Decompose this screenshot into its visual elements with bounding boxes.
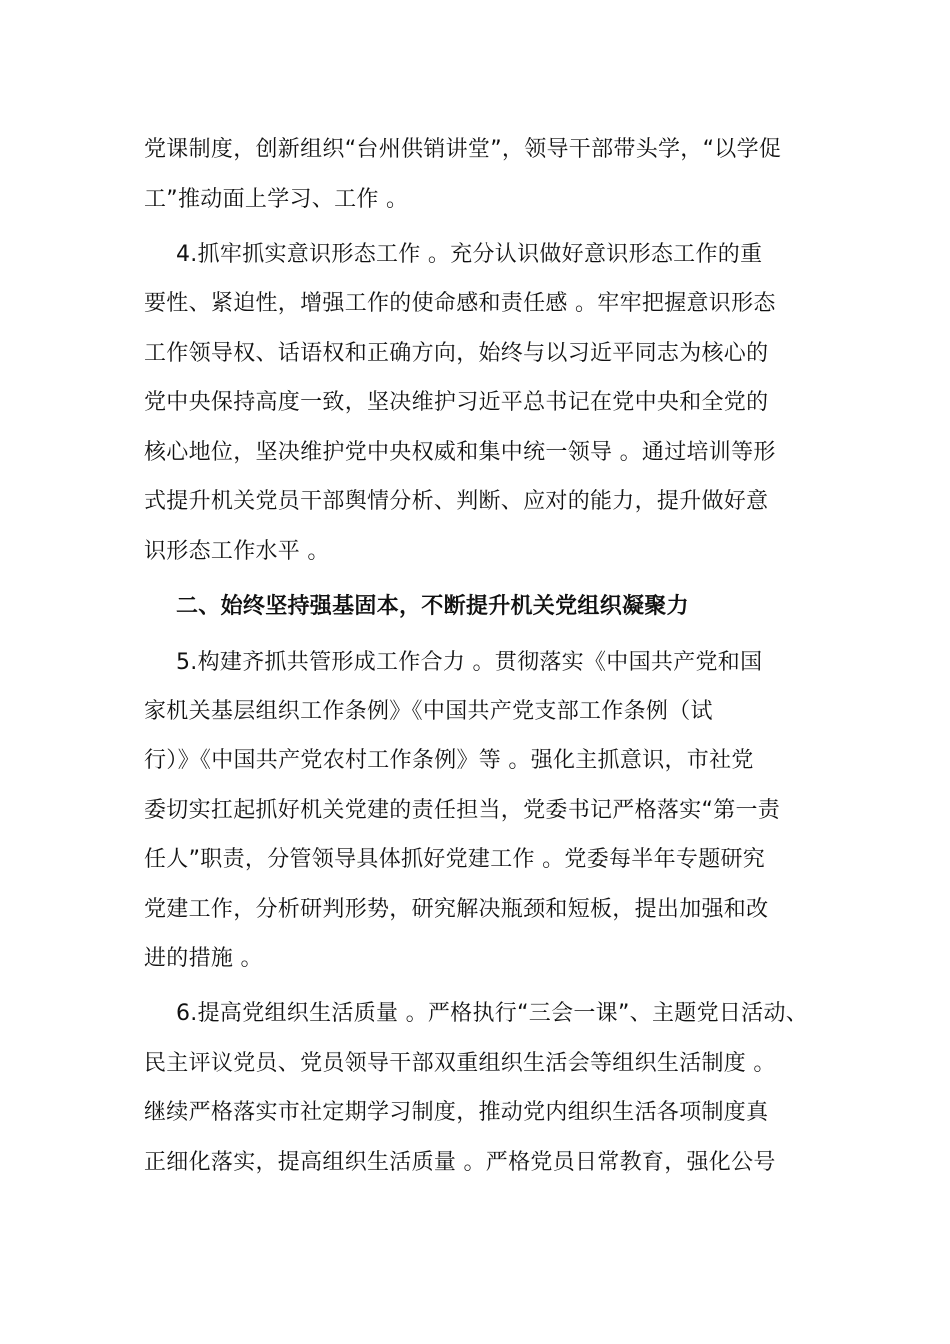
text-line: 行）》《中国共产党农村工作条例》等 。强化主抓意识，市社党	[144, 748, 754, 773]
paragraph-4-start: 4.抓牢抓实意识形态工作 。充分认识做好意识形态工作的重	[176, 242, 763, 267]
text-line: 识形态工作水平 。	[144, 539, 330, 564]
paragraph-6-start: 6.提高党组织生活质量 。严格执行“三会一课”、主题党日活动、	[176, 1001, 809, 1026]
text-line: 继续严格落实市社定期学习制度，推动党内组织生活各项制度真	[144, 1100, 769, 1125]
text-line: 任人”职责，分管领导具体抓好党建工作 。党委每半年专题研究	[144, 847, 766, 872]
text-line: 工作领导权、话语权和正确方向，始终与以习近平同志为核心的	[144, 341, 769, 366]
text-line: 工”推动面上学习、工作 。	[144, 187, 409, 212]
section-heading: 二、始终坚持强基固本，不断提升机关党组织凝聚力	[176, 594, 689, 619]
text-line: 委切实扛起抓好机关党建的责任担当，党委书记严格落实“第一责	[144, 798, 781, 823]
text-line: 民主评议党员、党员领导干部双重组织生活会等组织生活制度 。	[144, 1051, 776, 1076]
text-line: 家机关基层组织工作条例》《中国共产党支部工作条例（试	[144, 699, 713, 724]
text-line: 党课制度，创新组织“台州供销讲堂”，领导干部带头学，“以学促	[144, 137, 782, 162]
text-line: 要性、紧迫性，增强工作的使命感和责任感 。牢牢把握意识形态	[144, 291, 776, 316]
text-line: 党中央保持高度一致，坚决维护习近平总书记在党中央和全党的	[144, 390, 769, 415]
paragraph-5-start: 5.构建齐抓共管形成工作合力 。贯彻落实《中国共产党和国	[176, 650, 763, 675]
text-line: 党建工作，分析研判形势，研究解决瓶颈和短板，提出加强和改	[144, 897, 769, 922]
text-line: 式提升机关党员干部舆情分析、判断、应对的能力，提升做好意	[144, 489, 769, 514]
text-line: 核心地位，坚决维护党中央权威和集中统一领导 。通过培训等形	[144, 440, 776, 465]
text-line: 正细化落实，提高组织生活质量 。严格党员日常教育，强化公号	[144, 1150, 776, 1175]
text-line: 进的措施 。	[144, 946, 263, 971]
